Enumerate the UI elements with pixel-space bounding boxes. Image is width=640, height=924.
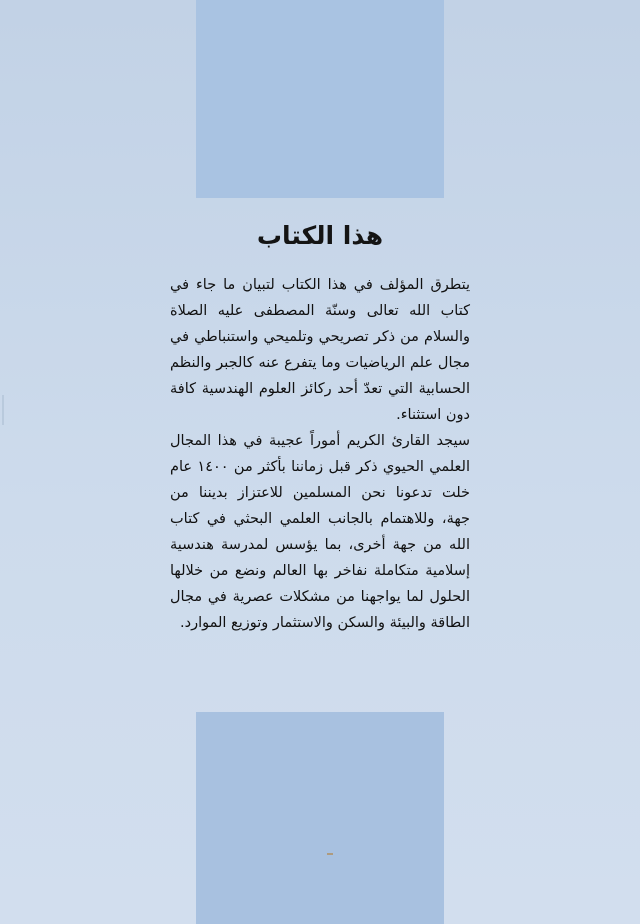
blurb-paragraph-2: سيجد القارئ الكريم أموراً عجيبة في هذا المجال العلمي الحيوي ذكر قبل زماننا بأكثر من ١٤٠٠ عام خلت تدعونا نحن المسلمين للاعتزاز بديننا من جهة، وللاهتمام بالجانب العلمي البحثي في كتاب الله من جهة أخرى، بما يؤسس لمدرسة هندسية إسلامية متكاملة نفاخر بها العالم ونضع من خلالها الحلول لما يواجهنا من مشكلات عصرية في مجال الطاقة والبيئة والسكن والاستثمار وتوزيع الموارد. bbox=[170, 433, 470, 631]
edge-mark bbox=[2, 395, 4, 425]
bottom-color-band bbox=[196, 712, 444, 924]
blurb-body bbox=[170, 272, 470, 636]
small-print-mark bbox=[327, 853, 333, 855]
blurb-title: هذا الكتاب bbox=[256, 221, 384, 250]
blurb-paragraph-1: يتطرق المؤلف في هذا الكتاب لتبيان ما جاء في كتاب الله تعالى وسنّة المصطفى عليه الصلاة والسلام من ذكر تصريحي وتلميحي واستنباطي في مجال علم الرياضيات وما يتفرع عنه كالجبر والنظم الحسابية التي تعدّ أحد ركائز العلوم الهندسية كافة دون استثناء. bbox=[170, 277, 470, 423]
top-color-band bbox=[196, 0, 444, 198]
